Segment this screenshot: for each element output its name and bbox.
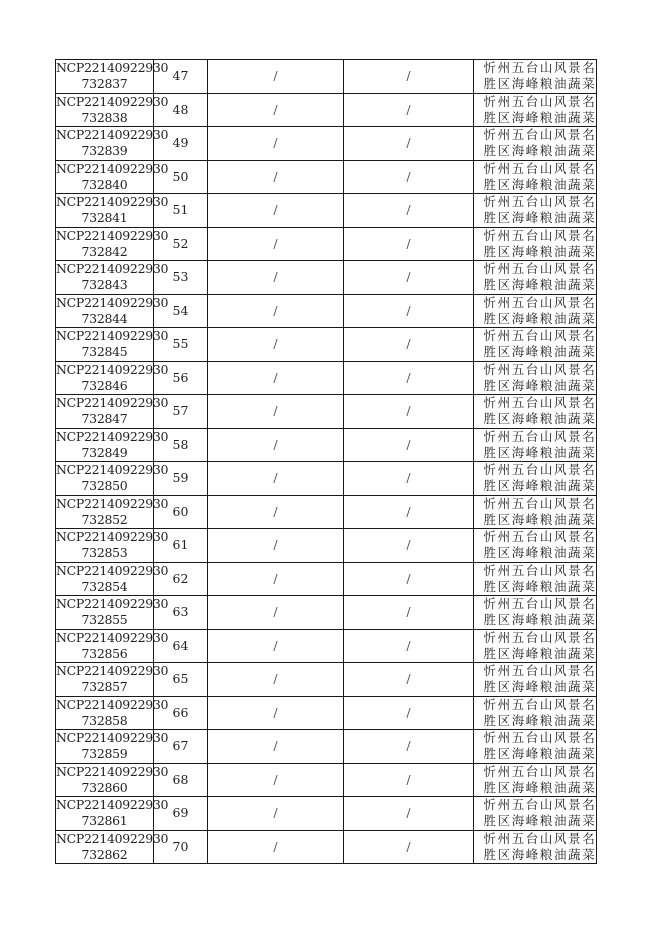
serial-number-cell: 66 xyxy=(154,696,208,730)
sample-code-line-1: NCP22140922930 xyxy=(56,127,169,143)
sample-code-cell xyxy=(56,629,169,663)
sampled-unit-line-2: 胜区海峰粮油蔬菜 xyxy=(483,645,597,661)
sample-code-line-2: 732838 xyxy=(81,109,128,125)
table-row xyxy=(56,797,597,831)
empty-value-cell: / xyxy=(344,562,474,596)
sample-code-line-2: 732846 xyxy=(81,377,128,393)
empty-value-cell: / xyxy=(208,127,344,161)
sample-code-line-2: 732840 xyxy=(81,176,128,192)
sampled-unit-line-2: 胜区海峰粮油蔬菜 xyxy=(483,277,597,293)
table-row xyxy=(56,294,597,328)
sample-code-cell xyxy=(56,763,169,797)
sample-code-line-2: 732839 xyxy=(81,143,128,159)
sample-code-line-1: NCP22140922930 xyxy=(56,294,169,310)
sampled-unit-line-2: 胜区海峰粮油蔬菜 xyxy=(483,310,597,326)
sample-code-line-1: NCP22140922930 xyxy=(56,596,169,612)
empty-value-cell: / xyxy=(344,261,474,295)
sampled-unit-cell xyxy=(476,562,597,596)
sample-code-line-2: 732850 xyxy=(81,478,128,494)
sample-code-line-1: NCP22140922930 xyxy=(56,663,169,679)
empty-value-cell: / xyxy=(344,663,474,697)
sample-code-cell xyxy=(56,462,169,496)
sampled-unit-cell xyxy=(476,294,597,328)
sampled-unit-cell xyxy=(476,797,597,831)
sampled-unit-line-2: 胜区海峰粮油蔬菜 xyxy=(483,478,597,494)
sampled-unit-line-1: 忻州五台山风景名 xyxy=(483,127,597,143)
sample-code-cell xyxy=(56,160,169,194)
serial-number-cell: 63 xyxy=(154,596,208,630)
sampled-unit-line-2: 胜区海峰粮油蔬菜 xyxy=(483,411,597,427)
empty-value-cell: / xyxy=(208,227,344,261)
sample-code-line-1: NCP22140922930 xyxy=(56,797,169,813)
empty-value-cell: / xyxy=(344,596,474,630)
empty-value-cell: / xyxy=(208,730,344,764)
sample-code-line-2: 732853 xyxy=(81,545,128,561)
sampled-unit-cell xyxy=(476,361,597,395)
sample-code-cell xyxy=(56,261,169,295)
sampled-unit-line-2: 胜区海峰粮油蔬菜 xyxy=(483,612,597,628)
sampled-unit-cell xyxy=(476,596,597,630)
sampled-unit-line-2: 胜区海峰粮油蔬菜 xyxy=(483,444,597,460)
sample-code-line-1: NCP22140922930 xyxy=(56,428,169,444)
sample-code-cell xyxy=(56,395,169,429)
sample-code-cell xyxy=(56,797,169,831)
empty-value-cell: / xyxy=(344,395,474,429)
serial-number-cell: 52 xyxy=(154,227,208,261)
sample-code-cell xyxy=(56,227,169,261)
sample-code-cell xyxy=(56,328,169,362)
sample-code-cell xyxy=(56,428,169,462)
sample-code-line-1: NCP22140922930 xyxy=(56,730,169,746)
sampled-unit-line-1: 忻州五台山风景名 xyxy=(483,562,597,578)
serial-number-cell: 60 xyxy=(154,495,208,529)
sampled-unit-cell xyxy=(476,629,597,663)
table-row xyxy=(56,663,597,697)
sample-code-line-1: NCP22140922930 xyxy=(56,529,169,545)
serial-number-cell: 49 xyxy=(154,127,208,161)
sample-code-cell xyxy=(56,730,169,764)
empty-value-cell: / xyxy=(208,428,344,462)
serial-number-cell: 67 xyxy=(154,730,208,764)
sample-code-cell xyxy=(56,93,169,127)
sample-code-line-1: NCP22140922930 xyxy=(56,93,169,109)
sample-code-line-2: 732857 xyxy=(81,679,128,695)
sample-code-line-1: NCP22140922930 xyxy=(56,696,169,712)
sample-code-line-2: 732844 xyxy=(81,310,128,326)
empty-value-cell: / xyxy=(208,495,344,529)
sample-code-line-2: 732845 xyxy=(81,344,128,360)
serial-number-cell: 50 xyxy=(154,160,208,194)
empty-value-cell: / xyxy=(344,160,474,194)
sample-code-line-2: 732855 xyxy=(81,612,128,628)
table-row xyxy=(56,194,597,228)
sampled-unit-line-2: 胜区海峰粮油蔬菜 xyxy=(483,712,597,728)
sampled-unit-cell xyxy=(476,495,597,529)
table-row xyxy=(56,127,597,161)
sample-code-line-1: NCP22140922930 xyxy=(56,562,169,578)
sample-code-cell xyxy=(56,830,169,864)
sample-code-line-2: 732854 xyxy=(81,578,128,594)
sampled-unit-cell xyxy=(476,529,597,563)
table-row xyxy=(56,696,597,730)
sampled-unit-line-2: 胜区海峰粮油蔬菜 xyxy=(483,511,597,527)
empty-value-cell: / xyxy=(344,797,474,831)
empty-value-cell: / xyxy=(208,261,344,295)
sampled-unit-line-1: 忻州五台山风景名 xyxy=(483,328,597,344)
sample-code-line-2: 732847 xyxy=(81,411,128,427)
sampled-unit-line-2: 胜区海峰粮油蔬菜 xyxy=(483,176,597,192)
table-row xyxy=(56,596,597,630)
table-row xyxy=(56,428,597,462)
sampled-unit-line-2: 胜区海峰粮油蔬菜 xyxy=(483,344,597,360)
sample-code-line-1: NCP22140922930 xyxy=(56,395,169,411)
sample-code-line-2: 732859 xyxy=(81,746,128,762)
sample-code-line-1: NCP22140922930 xyxy=(56,261,169,277)
empty-value-cell: / xyxy=(344,730,474,764)
empty-value-cell: / xyxy=(208,529,344,563)
sample-code-line-1: NCP22140922930 xyxy=(56,160,169,176)
empty-value-cell: / xyxy=(208,696,344,730)
table-row xyxy=(56,361,597,395)
sample-code-cell xyxy=(56,294,169,328)
serial-number-cell: 51 xyxy=(154,194,208,228)
table-row xyxy=(56,395,597,429)
sampled-unit-cell xyxy=(476,60,597,94)
serial-number-cell: 65 xyxy=(154,663,208,697)
sample-code-line-2: 732860 xyxy=(81,779,128,795)
sampled-unit-line-2: 胜区海峰粮油蔬菜 xyxy=(483,76,597,92)
empty-value-cell: / xyxy=(344,629,474,663)
empty-value-cell: / xyxy=(344,328,474,362)
empty-value-cell: / xyxy=(344,763,474,797)
sample-code-cell xyxy=(56,361,169,395)
empty-value-cell: / xyxy=(208,194,344,228)
sampled-unit-line-1: 忻州五台山风景名 xyxy=(483,730,597,746)
sampled-unit-cell xyxy=(476,763,597,797)
sampled-unit-cell xyxy=(476,730,597,764)
sampled-unit-line-2: 胜区海峰粮油蔬菜 xyxy=(483,779,597,795)
serial-number-cell: 48 xyxy=(154,93,208,127)
empty-value-cell: / xyxy=(344,93,474,127)
sampled-unit-line-1: 忻州五台山风景名 xyxy=(483,428,597,444)
serial-number-cell: 68 xyxy=(154,763,208,797)
sampled-unit-line-2: 胜区海峰粮油蔬菜 xyxy=(483,143,597,159)
serial-number-cell: 58 xyxy=(154,428,208,462)
table-row xyxy=(56,328,597,362)
empty-value-cell: / xyxy=(344,194,474,228)
sampled-unit-line-1: 忻州五台山风景名 xyxy=(483,763,597,779)
sample-code-line-2: 732841 xyxy=(81,210,128,226)
sampled-unit-line-1: 忻州五台山风景名 xyxy=(483,194,597,210)
empty-value-cell: / xyxy=(344,696,474,730)
sample-code-line-1: NCP22140922930 xyxy=(56,495,169,511)
empty-value-cell: / xyxy=(344,495,474,529)
sample-code-line-1: NCP22140922930 xyxy=(56,763,169,779)
sample-code-line-1: NCP22140922930 xyxy=(56,227,169,243)
sampled-unit-line-1: 忻州五台山风景名 xyxy=(483,93,597,109)
sampled-unit-line-2: 胜区海峰粮油蔬菜 xyxy=(483,377,597,393)
empty-value-cell: / xyxy=(344,127,474,161)
sampled-unit-line-2: 胜区海峰粮油蔬菜 xyxy=(483,109,597,125)
sample-code-line-1: NCP22140922930 xyxy=(56,462,169,478)
sampled-unit-cell xyxy=(476,127,597,161)
serial-number-cell: 61 xyxy=(154,529,208,563)
sampled-unit-line-2: 胜区海峰粮油蔬菜 xyxy=(483,210,597,226)
table-row xyxy=(56,629,597,663)
empty-value-cell: / xyxy=(344,227,474,261)
empty-value-cell: / xyxy=(208,361,344,395)
table-body xyxy=(56,60,597,864)
sample-code-line-2: 732842 xyxy=(81,243,128,259)
serial-number-cell: 54 xyxy=(154,294,208,328)
table-row xyxy=(56,227,597,261)
serial-number-cell: 56 xyxy=(154,361,208,395)
sampled-unit-cell xyxy=(476,663,597,697)
sampled-unit-cell xyxy=(476,395,597,429)
sampled-unit-line-1: 忻州五台山风景名 xyxy=(483,797,597,813)
sample-code-line-1: NCP22140922930 xyxy=(56,629,169,645)
table-row xyxy=(56,495,597,529)
serial-number-cell: 64 xyxy=(154,629,208,663)
sample-code-line-2: 732862 xyxy=(81,846,128,862)
sample-code-line-2: 732849 xyxy=(81,444,128,460)
sample-code-line-2: 732861 xyxy=(81,813,128,829)
table-row xyxy=(56,830,597,864)
empty-value-cell: / xyxy=(344,529,474,563)
table-row xyxy=(56,261,597,295)
sample-code-cell xyxy=(56,696,169,730)
sampled-unit-line-1: 忻州五台山风景名 xyxy=(483,227,597,243)
empty-value-cell: / xyxy=(344,830,474,864)
sample-code-cell xyxy=(56,562,169,596)
empty-value-cell: / xyxy=(208,462,344,496)
empty-value-cell: / xyxy=(344,361,474,395)
sampled-unit-line-1: 忻州五台山风景名 xyxy=(483,596,597,612)
empty-value-cell: / xyxy=(208,562,344,596)
table-row xyxy=(56,529,597,563)
serial-number-cell: 53 xyxy=(154,261,208,295)
empty-value-cell: / xyxy=(344,428,474,462)
empty-value-cell: / xyxy=(344,294,474,328)
sample-code-line-2: 732852 xyxy=(81,511,128,527)
sampled-unit-line-1: 忻州五台山风景名 xyxy=(483,462,597,478)
sampled-unit-line-1: 忻州五台山风景名 xyxy=(483,294,597,310)
table-row xyxy=(56,763,597,797)
sample-code-cell xyxy=(56,663,169,697)
sampled-unit-line-1: 忻州五台山风景名 xyxy=(483,529,597,545)
table-row xyxy=(56,462,597,496)
sample-code-line-2: 732837 xyxy=(81,76,128,92)
empty-value-cell: / xyxy=(208,663,344,697)
sample-code-cell xyxy=(56,127,169,161)
sampled-unit-line-1: 忻州五台山风景名 xyxy=(483,663,597,679)
sampled-unit-cell xyxy=(476,462,597,496)
serial-number-cell: 47 xyxy=(154,60,208,94)
sampled-unit-cell xyxy=(476,696,597,730)
serial-number-cell: 59 xyxy=(154,462,208,496)
empty-value-cell: / xyxy=(208,830,344,864)
sample-code-line-2: 732843 xyxy=(81,277,128,293)
sampled-unit-line-2: 胜区海峰粮油蔬菜 xyxy=(483,679,597,695)
sampled-unit-cell xyxy=(476,830,597,864)
serial-number-cell: 55 xyxy=(154,328,208,362)
sampled-unit-line-1: 忻州五台山风景名 xyxy=(483,261,597,277)
sampled-unit-cell xyxy=(476,428,597,462)
sample-code-cell xyxy=(56,596,169,630)
sample-code-line-1: NCP22140922930 xyxy=(56,830,169,846)
table-row xyxy=(56,562,597,596)
table-row xyxy=(56,93,597,127)
serial-number-cell: 57 xyxy=(154,395,208,429)
sampled-unit-line-1: 忻州五台山风景名 xyxy=(483,830,597,846)
sample-code-line-1: NCP22140922930 xyxy=(56,60,169,76)
sample-code-line-2: 732858 xyxy=(81,712,128,728)
empty-value-cell: / xyxy=(208,629,344,663)
empty-value-cell: / xyxy=(208,160,344,194)
sampled-unit-line-1: 忻州五台山风景名 xyxy=(483,60,597,76)
sampled-unit-line-2: 胜区海峰粮油蔬菜 xyxy=(483,813,597,829)
empty-value-cell: / xyxy=(208,596,344,630)
empty-value-cell: / xyxy=(208,328,344,362)
sampled-unit-line-2: 胜区海峰粮油蔬菜 xyxy=(483,746,597,762)
sample-code-cell xyxy=(56,194,169,228)
sampled-unit-line-1: 忻州五台山风景名 xyxy=(483,395,597,411)
sampled-unit-cell xyxy=(476,227,597,261)
empty-value-cell: / xyxy=(208,797,344,831)
sampled-unit-line-1: 忻州五台山风景名 xyxy=(483,361,597,377)
sampled-unit-line-1: 忻州五台山风景名 xyxy=(483,160,597,176)
sampled-unit-line-2: 胜区海峰粮油蔬菜 xyxy=(483,545,597,561)
sampled-unit-line-1: 忻州五台山风景名 xyxy=(483,495,597,511)
serial-number-cell: 69 xyxy=(154,797,208,831)
sample-code-cell xyxy=(56,529,169,563)
sampled-unit-cell xyxy=(476,261,597,295)
sampled-unit-line-2: 胜区海峰粮油蔬菜 xyxy=(483,578,597,594)
empty-value-cell: / xyxy=(208,294,344,328)
sampled-unit-cell xyxy=(476,93,597,127)
sample-code-line-1: NCP22140922930 xyxy=(56,194,169,210)
sample-code-cell xyxy=(56,495,169,529)
sample-code-line-2: 732856 xyxy=(81,645,128,661)
empty-value-cell: / xyxy=(208,763,344,797)
results-table xyxy=(55,59,597,864)
sampled-unit-cell xyxy=(476,194,597,228)
sample-code-line-1: NCP22140922930 xyxy=(56,361,169,377)
sampled-unit-cell xyxy=(476,160,597,194)
table-row xyxy=(56,160,597,194)
serial-number-cell: 62 xyxy=(154,562,208,596)
sample-code-cell xyxy=(56,60,169,94)
empty-value-cell: / xyxy=(208,60,344,94)
empty-value-cell: / xyxy=(208,395,344,429)
serial-number-cell: 70 xyxy=(154,830,208,864)
sampled-unit-cell xyxy=(476,328,597,362)
empty-value-cell: / xyxy=(344,60,474,94)
sample-code-line-1: NCP22140922930 xyxy=(56,328,169,344)
empty-value-cell: / xyxy=(344,462,474,496)
sampled-unit-line-1: 忻州五台山风景名 xyxy=(483,629,597,645)
sampled-unit-line-1: 忻州五台山风景名 xyxy=(483,696,597,712)
sampled-unit-line-2: 胜区海峰粮油蔬菜 xyxy=(483,243,597,259)
sampled-unit-line-2: 胜区海峰粮油蔬菜 xyxy=(483,846,597,862)
table-row xyxy=(56,730,597,764)
empty-value-cell: / xyxy=(208,93,344,127)
table-row xyxy=(56,60,597,94)
